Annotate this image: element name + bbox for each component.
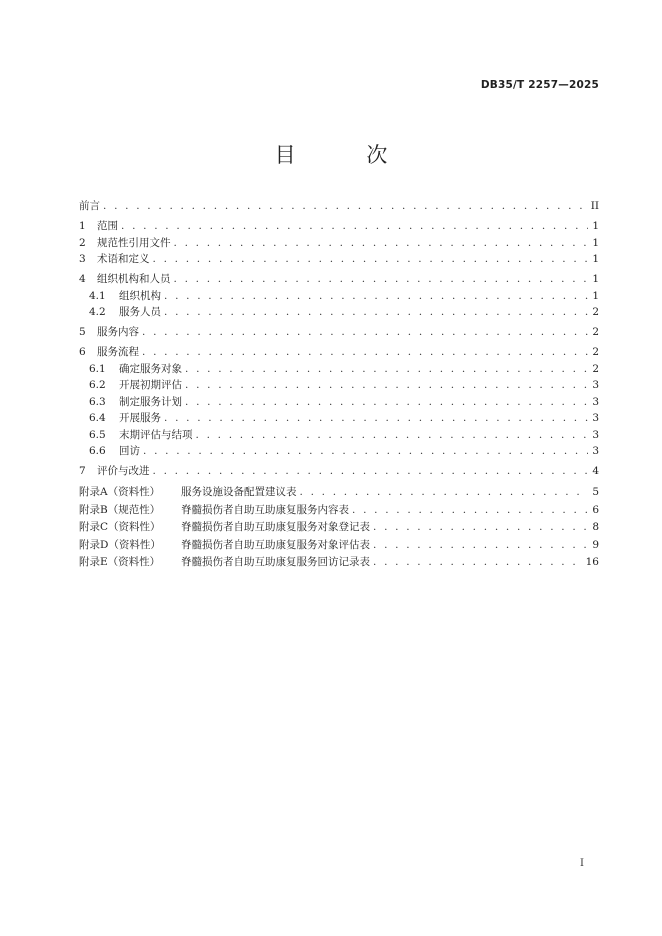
toc-entry[interactable] xyxy=(79,363,599,375)
toc-entry-page: 4 xyxy=(592,465,599,477)
toc-leader-dots xyxy=(373,521,588,534)
toc-entry-page: 1 xyxy=(592,273,599,285)
toc-leader-dots xyxy=(373,556,583,569)
toc-entry[interactable] xyxy=(79,326,599,338)
toc-entry-page: 3 xyxy=(592,379,599,391)
toc-entry-label: 服务流程 xyxy=(97,346,139,358)
toc-entry-number: 3 xyxy=(79,253,86,265)
toc-leader-dots xyxy=(164,412,588,424)
toc-entry-number: 6.4 xyxy=(89,412,106,424)
toc-entry-number: 4.1 xyxy=(89,289,106,302)
toc-entry-label: 开展服务 xyxy=(119,412,161,424)
toc-entry-page: 1 xyxy=(592,220,599,232)
toc-leader-dots xyxy=(185,363,588,375)
toc-entry-label: 确定服务对象 xyxy=(119,362,182,375)
toc-leader-dots xyxy=(164,306,588,318)
toc-entry-label: 组织机构 xyxy=(119,289,161,302)
page-title: 目 次 xyxy=(274,143,420,167)
toc-entry-number: 6.5 xyxy=(89,428,106,441)
toc-entry[interactable] xyxy=(79,445,599,457)
toc-entry-page: 1 xyxy=(592,236,599,249)
page-number: I xyxy=(580,858,584,869)
toc-leader-dots xyxy=(121,220,588,232)
toc-leader-dots xyxy=(196,429,589,441)
toc-entry-number: 附录C（资料性） xyxy=(79,521,161,533)
toc-entry-number: 6.1 xyxy=(89,362,106,375)
toc-entry[interactable] xyxy=(79,237,599,249)
toc-entry-label: 范围 xyxy=(97,220,118,232)
toc-entry-page: 3 xyxy=(592,445,599,457)
toc-entry[interactable] xyxy=(79,306,599,318)
toc-leader-dots xyxy=(164,290,588,302)
toc-entry-number: 附录E（资料性） xyxy=(79,556,161,568)
toc-entry-label: 制定服务计划 xyxy=(119,395,182,408)
toc-entry-label: 服务设施设备配置建议表 xyxy=(181,486,297,498)
toc-entry-number: 附录B（规范性） xyxy=(79,503,161,516)
toc-entry-number: 7 xyxy=(79,465,86,477)
toc-entry[interactable] xyxy=(79,429,599,441)
toc-entry-number: 4.2 xyxy=(89,306,106,318)
toc-entry-page: 16 xyxy=(585,556,599,568)
toc-entry[interactable] xyxy=(79,465,599,477)
toc-entry[interactable] xyxy=(79,539,599,552)
toc-entry-page: 1 xyxy=(592,253,599,265)
toc-entry-number: 1 xyxy=(79,220,86,232)
toc-entry[interactable] xyxy=(79,290,599,302)
toc-entry-page: 5 xyxy=(592,486,599,498)
toc-entry-label: 脊髓损伤者自助互助康复服务对象评估表 xyxy=(181,538,370,551)
toc-leader-dots xyxy=(373,539,588,552)
toc-entry[interactable] xyxy=(79,273,599,285)
toc-entry-number: 2 xyxy=(79,236,86,249)
toc-entry[interactable] xyxy=(79,412,599,424)
toc-entry-number: 6.3 xyxy=(89,395,106,408)
document-code: DB35/T 2257—2025 xyxy=(480,79,599,91)
toc-entry-page: II xyxy=(590,200,599,212)
toc-leader-dots xyxy=(185,396,588,408)
toc-leader-dots xyxy=(143,445,588,457)
toc-entry[interactable] xyxy=(79,396,599,408)
toc-entry[interactable] xyxy=(79,220,599,232)
toc-entry-page: 3 xyxy=(592,395,599,408)
toc-leader-dots xyxy=(153,253,589,265)
toc-entry-label: 回访 xyxy=(119,445,140,457)
toc-entry[interactable] xyxy=(79,504,599,517)
toc-entry-page: 2 xyxy=(592,306,599,318)
toc-entry-number: 4 xyxy=(79,273,86,285)
toc-entry-number: 6.2 xyxy=(89,379,106,391)
toc-leader-dots xyxy=(142,346,588,358)
toc-entry-label: 组织机构和人员 xyxy=(97,273,171,285)
toc-entry-number: 5 xyxy=(79,326,86,338)
toc-entry-label: 服务人员 xyxy=(119,306,161,318)
toc-entry-page: 2 xyxy=(592,362,599,375)
toc-leader-dots xyxy=(352,504,588,517)
toc-entry-label: 末期评估与结项 xyxy=(119,428,193,441)
toc-entry[interactable] xyxy=(79,200,599,212)
toc-entry-label: 脊髓损伤者自助互助康复服务对象登记表 xyxy=(181,521,370,533)
toc-entry[interactable] xyxy=(79,521,599,534)
toc-entry-number: 6 xyxy=(79,346,86,358)
toc-entry-label: 开展初期评估 xyxy=(119,379,182,391)
toc-leader-dots xyxy=(174,273,589,285)
toc-entry-label: 服务内容 xyxy=(97,326,139,338)
table-of-contents xyxy=(79,200,599,569)
toc-entry-label: 脊髓损伤者自助互助康复服务回访记录表 xyxy=(181,556,370,568)
toc-entry-label: 术语和定义 xyxy=(97,253,150,265)
toc-entry-number: 附录D（资料性） xyxy=(79,538,161,551)
toc-entry-label: 规范性引用文件 xyxy=(97,236,171,249)
toc-entry-label: 脊髓损伤者自助互助康复服务内容表 xyxy=(181,503,349,516)
toc-entry-page: 6 xyxy=(592,503,599,516)
toc-leader-dots xyxy=(300,486,589,499)
toc-leader-dots xyxy=(153,465,589,477)
toc-entry-page: 3 xyxy=(592,428,599,441)
toc-entry[interactable] xyxy=(79,486,599,499)
toc-leader-dots xyxy=(174,237,589,249)
toc-leader-dots xyxy=(185,379,588,391)
toc-entry-page: 2 xyxy=(592,346,599,358)
toc-leader-dots xyxy=(142,326,588,338)
toc-entry-label: 前言 xyxy=(79,200,100,212)
toc-entry-page: 1 xyxy=(592,289,599,302)
toc-entry-label: 评价与改进 xyxy=(97,465,150,477)
toc-entry-page: 3 xyxy=(592,412,599,424)
toc-entry[interactable] xyxy=(79,346,599,358)
toc-entry-page: 9 xyxy=(592,538,599,551)
toc-entry[interactable] xyxy=(79,379,599,391)
toc-entry-page: 8 xyxy=(592,521,599,533)
toc-entry-page: 2 xyxy=(592,326,599,338)
toc-leader-dots xyxy=(103,200,588,212)
toc-entry[interactable] xyxy=(79,556,599,569)
toc-entry-number: 附录A（资料性） xyxy=(79,486,161,498)
toc-entry-number: 6.6 xyxy=(89,445,106,457)
toc-entry[interactable] xyxy=(79,253,599,265)
